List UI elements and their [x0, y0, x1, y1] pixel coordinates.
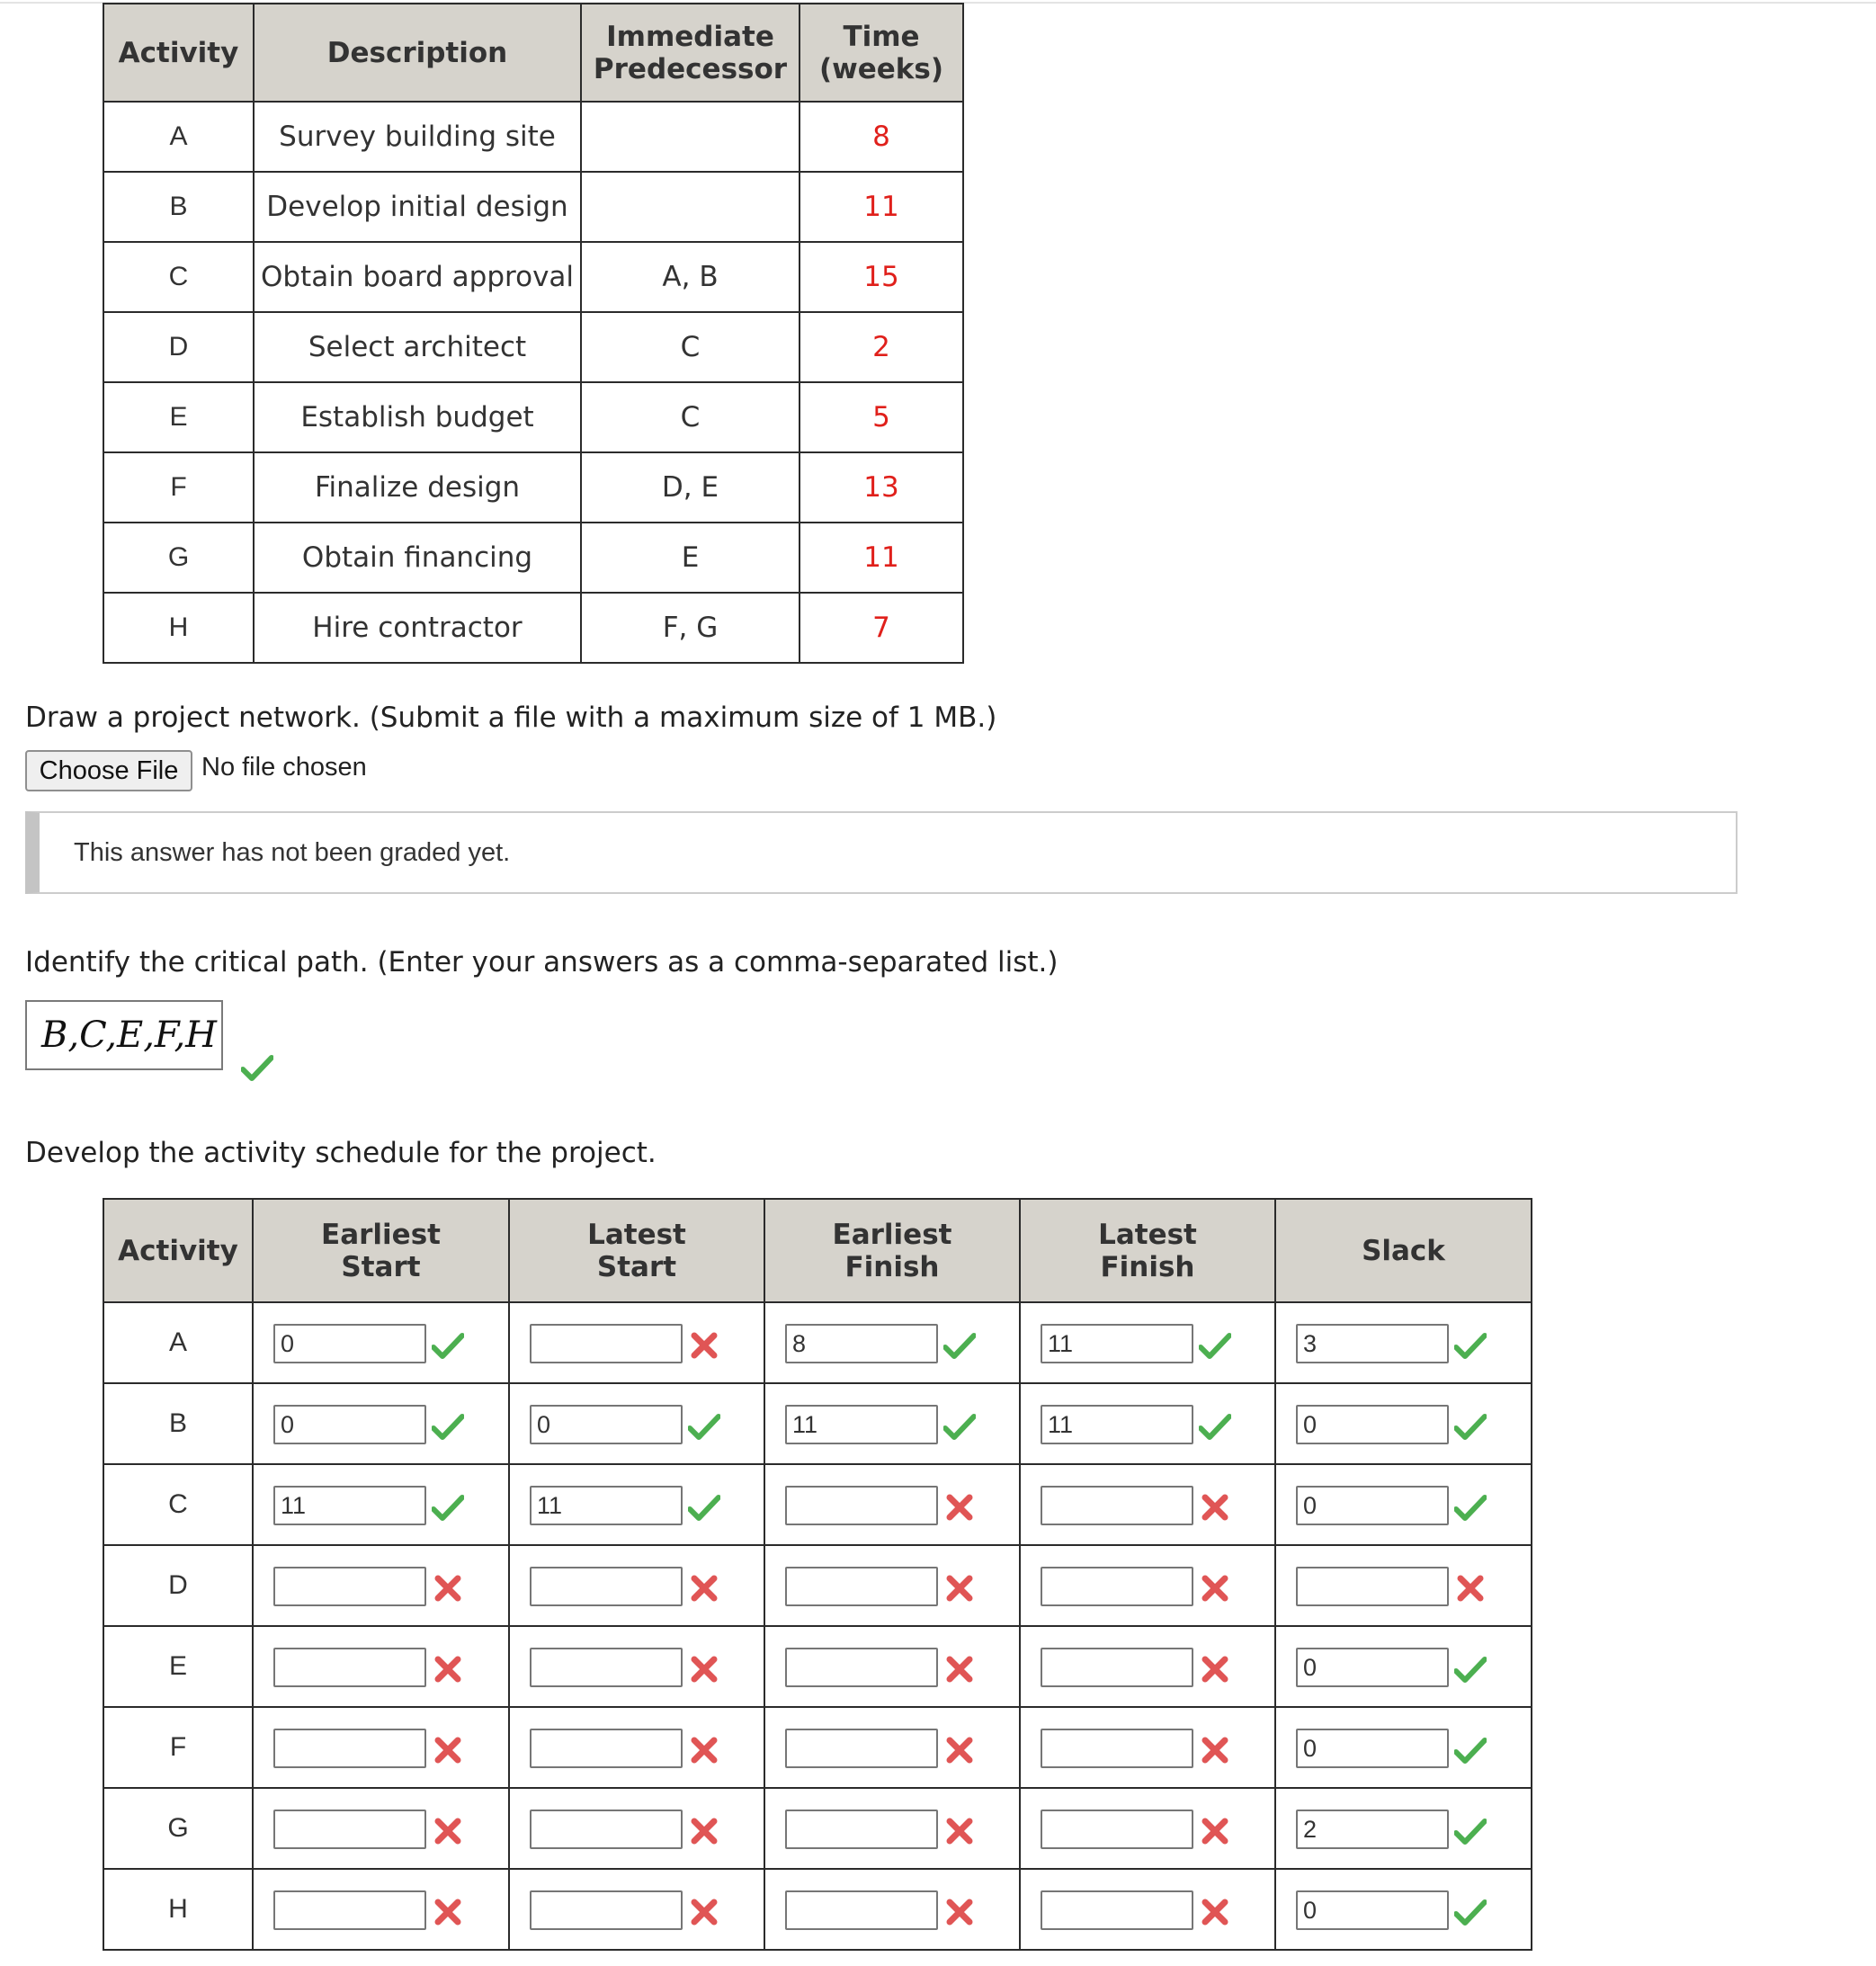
slack-cell	[1275, 1464, 1532, 1545]
latest-finish-answer	[1021, 1384, 1274, 1463]
predecessor-cell: C	[581, 312, 800, 382]
latest-start-answer	[510, 1789, 764, 1868]
schedule-row	[103, 1626, 1532, 1707]
cross-icon	[688, 1818, 720, 1845]
time-cell: 13	[800, 452, 963, 523]
latest-start-cell	[509, 1869, 764, 1950]
time-cell: 5	[800, 382, 963, 452]
earliest-start-answer	[254, 1384, 508, 1463]
time-cell: 15	[800, 242, 963, 312]
latest-start-input[interactable]	[530, 1729, 683, 1768]
earliest-start-cell	[253, 1464, 509, 1545]
earliest-start-input[interactable]: 11	[273, 1486, 426, 1525]
cross-icon	[1199, 1818, 1231, 1845]
activity-cell: D	[103, 312, 254, 382]
earliest-finish-cell	[764, 1302, 1020, 1383]
schedule-row	[103, 1788, 1532, 1869]
latest-start-cell	[509, 1545, 764, 1626]
cross-icon	[943, 1818, 976, 1845]
check-icon	[1454, 1656, 1487, 1683]
slack-input[interactable]	[1296, 1567, 1449, 1606]
check-icon	[688, 1494, 720, 1521]
activity-cell: C	[103, 1464, 253, 1545]
check-icon	[241, 1054, 273, 1081]
earliest-start-answer	[254, 1303, 508, 1382]
latest-start-input[interactable]	[530, 1890, 683, 1930]
slack-answer	[1276, 1789, 1531, 1868]
latest-finish-input[interactable]	[1041, 1729, 1193, 1768]
activity-cell: A	[103, 1302, 253, 1383]
header-latest-finish: Latest Finish	[1020, 1199, 1275, 1302]
latest-start-answer	[510, 1465, 764, 1544]
activity-cell: E	[103, 382, 254, 452]
earliest-finish-input[interactable]	[785, 1648, 938, 1687]
earliest-finish-answer	[765, 1546, 1019, 1625]
slack-cell	[1275, 1626, 1532, 1707]
cross-icon	[688, 1575, 720, 1602]
check-icon	[688, 1413, 720, 1440]
earliest-finish-input[interactable]	[785, 1810, 938, 1849]
activity-row	[103, 172, 963, 242]
activity-cell: F	[103, 1707, 253, 1788]
earliest-start-cell	[253, 1383, 509, 1464]
slack-cell	[1275, 1707, 1532, 1788]
cross-icon	[943, 1494, 976, 1521]
cross-icon	[688, 1656, 720, 1683]
header-description: Description	[254, 4, 581, 102]
grading-notice-text: This answer has not been graded yet.	[74, 838, 511, 867]
earliest-start-cell	[253, 1707, 509, 1788]
slack-cell	[1275, 1383, 1532, 1464]
critical-path-prompt: Identify the critical path. (Enter your answers as a comma-separated list.)	[25, 946, 1059, 979]
latest-finish-cell	[1020, 1464, 1275, 1545]
check-icon	[432, 1332, 464, 1359]
cross-icon	[688, 1737, 720, 1764]
activity-row	[103, 452, 963, 523]
earliest-start-input[interactable]: 0	[273, 1324, 426, 1363]
latest-finish-answer	[1021, 1870, 1274, 1949]
predecessor-cell	[581, 102, 800, 172]
slack-input[interactable]: 3	[1296, 1324, 1449, 1363]
slack-input[interactable]: 0	[1296, 1405, 1449, 1444]
earliest-finish-answer	[765, 1465, 1019, 1544]
description-cell: Obtain board approval	[254, 242, 581, 312]
time-cell: 11	[800, 172, 963, 242]
activity-cell: F	[103, 452, 254, 523]
file-status: No file chosen	[201, 753, 367, 782]
earliest-finish-input[interactable]: 11	[785, 1405, 938, 1444]
latest-start-answer	[510, 1708, 764, 1787]
slack-input[interactable]: 0	[1296, 1486, 1449, 1525]
earliest-finish-cell	[764, 1545, 1020, 1626]
earliest-start-cell	[253, 1869, 509, 1950]
latest-start-cell	[509, 1464, 764, 1545]
description-cell: Select architect	[254, 312, 581, 382]
latest-finish-input[interactable]	[1041, 1486, 1193, 1525]
check-icon	[1199, 1413, 1231, 1440]
earliest-finish-answer	[765, 1627, 1019, 1706]
earliest-start-answer	[254, 1465, 508, 1544]
earliest-finish-answer	[765, 1870, 1019, 1949]
latest-start-answer	[510, 1546, 764, 1625]
header-earliest-finish: Earliest Finish	[764, 1199, 1020, 1302]
time-cell: 7	[800, 593, 963, 663]
cross-icon	[688, 1899, 720, 1926]
check-icon	[1454, 1818, 1487, 1845]
schedule-row	[103, 1869, 1532, 1950]
activity-cell: H	[103, 1869, 253, 1950]
latest-start-answer	[510, 1384, 764, 1463]
latest-start-answer	[510, 1870, 764, 1949]
activity-row	[103, 593, 963, 663]
latest-finish-cell	[1020, 1707, 1275, 1788]
check-icon	[1454, 1899, 1487, 1926]
predecessor-cell	[581, 172, 800, 242]
critical-path-input[interactable]: B,C,E,F,H	[25, 1000, 223, 1070]
check-icon	[1454, 1413, 1487, 1440]
check-icon	[1454, 1332, 1487, 1359]
time-cell: 11	[800, 523, 963, 593]
slack-cell	[1275, 1788, 1532, 1869]
earliest-finish-input[interactable]	[785, 1729, 938, 1768]
activity-row	[103, 312, 963, 382]
slack-answer	[1276, 1627, 1531, 1706]
latest-start-answer	[510, 1303, 764, 1382]
check-icon	[943, 1332, 976, 1359]
activity-row	[103, 382, 963, 452]
cross-icon	[1199, 1656, 1231, 1683]
slack-input[interactable]: 0	[1296, 1729, 1449, 1768]
latest-finish-input[interactable]	[1041, 1567, 1193, 1606]
schedule-prompt: Develop the activity schedule for the project.	[25, 1137, 657, 1169]
latest-finish-input[interactable]	[1041, 1890, 1193, 1930]
time-cell: 2	[800, 312, 963, 382]
earliest-finish-input[interactable]: 8	[785, 1324, 938, 1363]
description-cell: Establish budget	[254, 382, 581, 452]
latest-finish-answer	[1021, 1303, 1274, 1382]
activity-table-header	[103, 4, 963, 102]
network-prompt: Draw a project network. (Submit a file with a maximum size of 1 MB.)	[25, 702, 997, 734]
earliest-finish-answer	[765, 1708, 1019, 1787]
check-icon	[432, 1494, 464, 1521]
slack-input[interactable]: 0	[1296, 1648, 1449, 1687]
check-icon	[943, 1413, 976, 1440]
earliest-start-answer	[254, 1870, 508, 1949]
latest-start-answer	[510, 1627, 764, 1706]
time-cell: 8	[800, 102, 963, 172]
activity-cell: B	[103, 172, 254, 242]
earliest-finish-cell	[764, 1464, 1020, 1545]
activity-row	[103, 242, 963, 312]
cross-icon	[432, 1818, 464, 1845]
earliest-start-input[interactable]	[273, 1810, 426, 1849]
latest-finish-input[interactable]: 11	[1041, 1324, 1193, 1363]
latest-start-input[interactable]: 11	[530, 1486, 683, 1525]
predecessor-cell: A, B	[581, 242, 800, 312]
choose-file-button[interactable]: Choose File	[25, 750, 192, 791]
cross-icon	[432, 1656, 464, 1683]
earliest-start-cell	[253, 1626, 509, 1707]
earliest-finish-answer	[765, 1303, 1019, 1382]
header-activity: Activity	[103, 1199, 253, 1302]
cross-icon	[1199, 1575, 1231, 1602]
earliest-start-cell	[253, 1545, 509, 1626]
activity-cell: A	[103, 102, 254, 172]
description-cell: Obtain financing	[254, 523, 581, 593]
earliest-finish-cell	[764, 1626, 1020, 1707]
slack-cell	[1275, 1545, 1532, 1626]
latest-start-input[interactable]	[530, 1567, 683, 1606]
earliest-finish-input[interactable]	[785, 1567, 938, 1606]
schedule-table-header	[103, 1199, 1532, 1302]
activity-row	[103, 523, 963, 593]
slack-cell	[1275, 1302, 1532, 1383]
activity-cell: G	[103, 1788, 253, 1869]
earliest-start-cell	[253, 1788, 509, 1869]
slack-answer	[1276, 1303, 1531, 1382]
check-icon	[1199, 1332, 1231, 1359]
slack-input[interactable]: 2	[1296, 1810, 1449, 1849]
slack-input[interactable]: 0	[1296, 1890, 1449, 1930]
cross-icon	[943, 1899, 976, 1926]
latest-start-input[interactable]: 0	[530, 1405, 683, 1444]
schedule-row	[103, 1302, 1532, 1383]
earliest-start-answer	[254, 1546, 508, 1625]
earliest-start-answer	[254, 1708, 508, 1787]
earliest-start-input[interactable]	[273, 1890, 426, 1930]
description-cell: Finalize design	[254, 452, 581, 523]
predecessor-cell: F, G	[581, 593, 800, 663]
activity-cell: E	[103, 1626, 253, 1707]
cross-icon	[688, 1332, 720, 1359]
activity-cell: H	[103, 593, 254, 663]
latest-finish-input[interactable]	[1041, 1648, 1193, 1687]
cross-icon	[943, 1656, 976, 1683]
slack-answer	[1276, 1465, 1531, 1544]
predecessor-cell: C	[581, 382, 800, 452]
cross-icon	[1199, 1899, 1231, 1926]
activity-cell: G	[103, 523, 254, 593]
latest-start-cell	[509, 1302, 764, 1383]
header-earliest-start: Earliest Start	[253, 1199, 509, 1302]
grading-notice	[25, 811, 1738, 894]
latest-finish-answer	[1021, 1465, 1274, 1544]
earliest-start-answer	[254, 1789, 508, 1868]
predecessor-cell: D, E	[581, 452, 800, 523]
earliest-finish-answer	[765, 1384, 1019, 1463]
latest-start-input[interactable]	[530, 1810, 683, 1849]
earliest-finish-cell	[764, 1788, 1020, 1869]
latest-finish-answer	[1021, 1708, 1274, 1787]
earliest-start-answer	[254, 1627, 508, 1706]
check-icon	[432, 1413, 464, 1440]
earliest-start-input[interactable]	[273, 1729, 426, 1768]
header-predecessor: Immediate Predecessor	[581, 4, 800, 102]
latest-start-input[interactable]	[530, 1324, 683, 1363]
earliest-finish-cell	[764, 1383, 1020, 1464]
cross-icon	[943, 1737, 976, 1764]
latest-start-cell	[509, 1707, 764, 1788]
slack-answer	[1276, 1708, 1531, 1787]
earliest-finish-input[interactable]	[785, 1486, 938, 1525]
slack-answer	[1276, 1546, 1531, 1625]
cross-icon	[432, 1575, 464, 1602]
description-cell: Survey building site	[254, 102, 581, 172]
latest-finish-cell	[1020, 1788, 1275, 1869]
predecessor-cell: E	[581, 523, 800, 593]
latest-finish-cell	[1020, 1626, 1275, 1707]
activity-cell: B	[103, 1383, 253, 1464]
earliest-finish-cell	[764, 1869, 1020, 1950]
activity-row	[103, 102, 963, 172]
activity-table	[103, 3, 964, 664]
schedule-table	[103, 1198, 1532, 1951]
latest-finish-cell	[1020, 1302, 1275, 1383]
cross-icon	[1454, 1575, 1487, 1602]
check-icon	[1454, 1737, 1487, 1764]
description-cell: Develop initial design	[254, 172, 581, 242]
latest-finish-cell	[1020, 1383, 1275, 1464]
earliest-finish-answer	[765, 1789, 1019, 1868]
latest-finish-answer	[1021, 1789, 1274, 1868]
header-latest-start: Latest Start	[509, 1199, 764, 1302]
latest-finish-cell	[1020, 1869, 1275, 1950]
earliest-start-cell	[253, 1302, 509, 1383]
activity-cell: D	[103, 1545, 253, 1626]
slack-answer	[1276, 1384, 1531, 1463]
header-slack: Slack	[1275, 1199, 1532, 1302]
earliest-start-input[interactable]	[273, 1648, 426, 1687]
earliest-start-input[interactable]	[273, 1567, 426, 1606]
latest-start-cell	[509, 1788, 764, 1869]
latest-finish-cell	[1020, 1545, 1275, 1626]
latest-finish-answer	[1021, 1627, 1274, 1706]
description-cell: Hire contractor	[254, 593, 581, 663]
schedule-row	[103, 1383, 1532, 1464]
slack-answer	[1276, 1870, 1531, 1949]
slack-cell	[1275, 1869, 1532, 1950]
cross-icon	[432, 1899, 464, 1926]
header-activity: Activity	[103, 4, 254, 102]
earliest-finish-input[interactable]	[785, 1890, 938, 1930]
header-time: Time (weeks)	[800, 4, 963, 102]
check-icon	[1454, 1494, 1487, 1521]
schedule-row	[103, 1464, 1532, 1545]
earliest-start-input[interactable]: 0	[273, 1405, 426, 1444]
latest-start-cell	[509, 1626, 764, 1707]
activity-cell: C	[103, 242, 254, 312]
cross-icon	[943, 1575, 976, 1602]
latest-finish-input[interactable]: 11	[1041, 1405, 1193, 1444]
latest-finish-input[interactable]	[1041, 1810, 1193, 1849]
latest-start-input[interactable]	[530, 1648, 683, 1687]
latest-finish-answer	[1021, 1546, 1274, 1625]
latest-start-cell	[509, 1383, 764, 1464]
earliest-finish-cell	[764, 1707, 1020, 1788]
cross-icon	[1199, 1737, 1231, 1764]
schedule-row	[103, 1545, 1532, 1626]
schedule-row	[103, 1707, 1532, 1788]
cross-icon	[432, 1737, 464, 1764]
cross-icon	[1199, 1494, 1231, 1521]
